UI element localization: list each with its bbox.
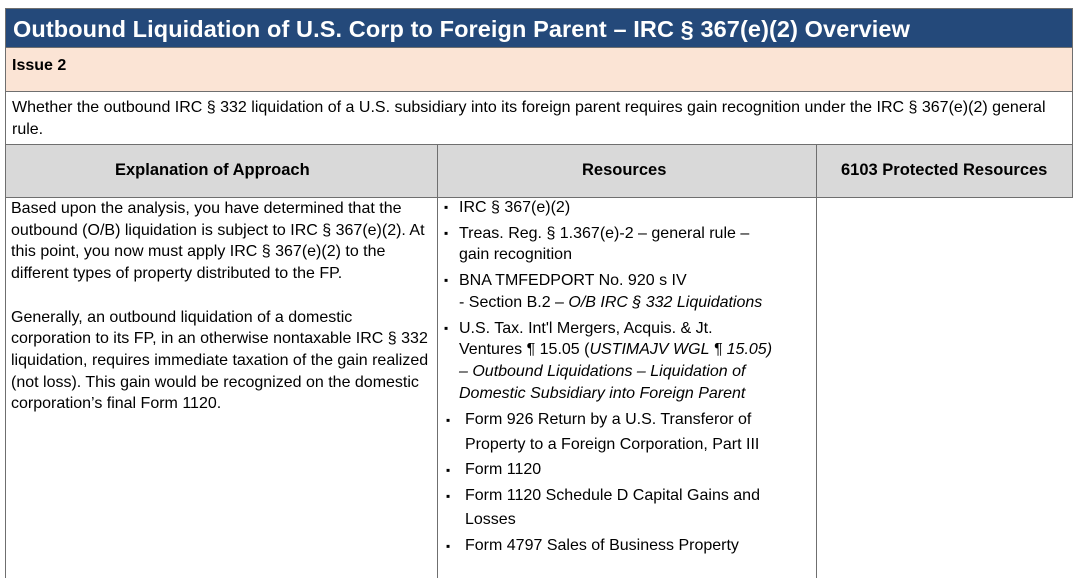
resource-item [441, 197, 813, 219]
resource-text: - Section B.2 – [459, 293, 569, 311]
resources-list [441, 197, 813, 559]
bullet-icon: ▪ [444, 273, 449, 288]
resource-text: IRC § 367(e)(2) [459, 199, 571, 216]
resource-item [441, 408, 813, 457]
header-explanation-label: Explanation of Approach [115, 161, 310, 179]
bullet-icon: ▪ [444, 225, 449, 240]
resource-text-italic: Domestic Subsidiary into Foreign Parent [459, 384, 746, 402]
resource-text-italic: – Outbound Liquidations – Liquidation of [459, 362, 746, 380]
column-divider-left [5, 198, 6, 578]
issue-question-text: Whether the outbound IRC § 332 liquidation of a U.S. subsidiary into its foreign parent requires gain recognition under the IRC § 367(e)(2) general rule. [12, 99, 1046, 138]
resource-item [441, 484, 813, 533]
resource-text: Form 1120 Schedule D Capital Gains and [465, 486, 760, 504]
page-title: Outbound Liquidation of U.S. Corp to Foreign Parent – IRC § 367(e)(2) Overview [13, 16, 910, 42]
resource-text-italic: O/B IRC § 332 Liquidations [568, 293, 763, 311]
resource-text: Treas. Reg. § 1.367(e)-2 – general rule – [459, 224, 750, 242]
bullet-icon: ▪ [446, 488, 451, 503]
bullet-icon: ▪ [444, 320, 449, 335]
issue-question [5, 92, 1073, 145]
resource-text: BNA TMFEDPORT No. 920 s IV [459, 272, 687, 290]
resource-item [441, 534, 813, 559]
issue-label: Issue 2 [12, 57, 67, 74]
resource-item [441, 270, 813, 313]
resource-item [441, 458, 813, 483]
resource-text: Form 4797 Sales of Business Property [465, 536, 739, 554]
resource-item [441, 223, 813, 266]
column-divider-1 [437, 198, 438, 578]
column-divider-2 [816, 198, 817, 578]
resource-text: U.S. Tax. Int'l Mergers, Acquis. & Jt. [459, 319, 713, 337]
bullet-icon: ▪ [444, 200, 449, 214]
explanation-paragraph-1: Based upon the analysis, you have determined that the outbound (O/B) liquidation is subject to IRC § 367(e)(2). At this point, you now must apply IRC § 367(e)(2) to the different types of property distributed to the FP. [11, 200, 425, 283]
resource-text: Losses [465, 511, 516, 529]
resource-text: Form 926 Return by a U.S. Transferor of [465, 411, 752, 429]
bullet-icon: ▪ [446, 463, 451, 478]
bullet-icon: ▪ [446, 413, 451, 428]
explanation-paragraph-2: Generally, an outbound liquidation of a domestic corporation to its FP, in an otherwise nontaxable IRC § 332 liquidation, requires immediate taxation of the gain realized (not loss). This gain would be recognized on the domestic corporation’s final Form 1120. [11, 308, 429, 413]
resource-text: Property to a Foreign Corporation, Part III [465, 435, 760, 453]
resource-item [441, 318, 813, 405]
header-resources [437, 145, 817, 198]
bullet-icon: ▪ [446, 538, 451, 553]
resource-text: Ventures ¶ 15.05 ( [459, 341, 590, 359]
header-resources-label: Resources [582, 161, 667, 179]
explanation-text [11, 198, 436, 437]
document-frame [5, 8, 1073, 568]
header-protected-label: 6103 Protected Resources [841, 161, 1048, 179]
header-explanation [5, 145, 438, 198]
header-protected [816, 145, 1073, 198]
issue-bar [5, 48, 1073, 92]
resource-text: gain recognition [459, 246, 572, 264]
resource-text: Form 1120 [465, 461, 542, 479]
resource-text-italic: USTIMAJV WGL ¶ 15.05) [589, 341, 773, 359]
title-bar [5, 8, 1073, 48]
